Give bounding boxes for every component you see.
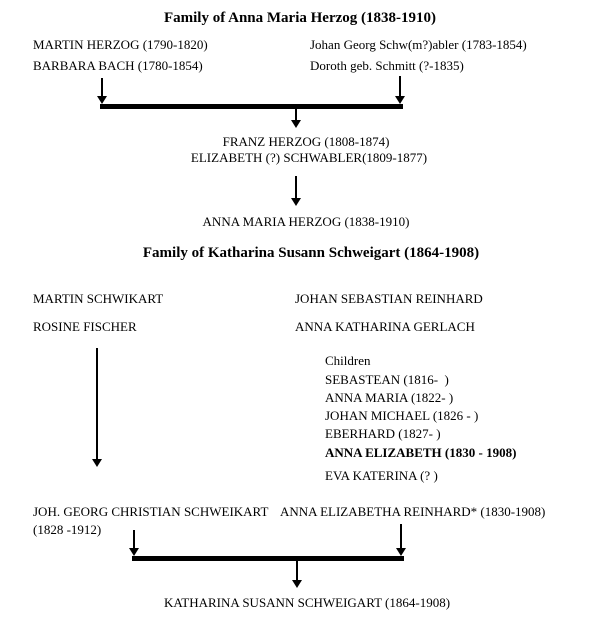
herzog-union-bar bbox=[100, 104, 403, 109]
katharina-descent-arrow bbox=[296, 560, 298, 580]
joh-georg-schweikart-name: JOH. GEORG CHRISTIAN SCHWEIKART bbox=[33, 504, 269, 519]
joh-georg-schweikart-dates: (1828 -1912) bbox=[33, 522, 102, 537]
herzog-descent-arrow bbox=[295, 107, 297, 120]
doroth-schmitt-name: Doroth geb. Schmitt (?-1835) bbox=[310, 58, 464, 73]
children-label: Children bbox=[325, 353, 371, 368]
child-johan-michael: JOHAN MICHAEL (1826 - ) bbox=[325, 408, 479, 423]
johan-sebastian-reinhard-name: JOHAN SEBASTIAN REINHARD bbox=[295, 291, 483, 306]
child-eberhard: EBERHARD (1827- ) bbox=[325, 426, 441, 441]
herzog-right-couple-arrow bbox=[399, 76, 401, 96]
barbara-bach-name: BARBARA BACH (1780-1854) bbox=[33, 58, 203, 73]
child-anna-elizabeth: ANNA ELIZABETH (1830 - 1908) bbox=[325, 445, 517, 460]
schwikart-descent-arrow bbox=[96, 348, 98, 459]
franz-herzog-name: FRANZ HERZOG (1808-1874) bbox=[222, 134, 390, 149]
anna-maria-herzog-name: ANNA MARIA HERZOG (1838-1910) bbox=[202, 214, 410, 229]
johan-georg-schwabler-name: Johan Georg Schw(m?)abler (1783-1854) bbox=[310, 37, 527, 52]
schweigart-family-title: Family of Katharina Susann Schweigart (1864-1908) bbox=[142, 245, 480, 261]
reinhard-couple-arrow bbox=[400, 524, 402, 548]
anna-elizabetha-reinhard-name: ANNA ELIZABETHA REINHARD* (1830-1908) bbox=[280, 504, 546, 519]
child-sebastean: SEBASTEAN (1816- ) bbox=[325, 372, 449, 387]
anna-maria-descent-arrow bbox=[295, 176, 297, 198]
herzog-left-couple-arrow bbox=[101, 78, 103, 96]
schweigart-union-bar bbox=[132, 556, 404, 561]
anna-katharina-gerlach-name: ANNA KATHARINA GERLACH bbox=[295, 319, 475, 334]
child-anna-maria: ANNA MARIA (1822- ) bbox=[325, 390, 454, 405]
schweikart-couple-arrow bbox=[133, 530, 135, 548]
katharina-schweigart-name: KATHARINA SUSANN SCHWEIGART (1864-1908) bbox=[163, 595, 451, 610]
rosine-fischer-name: ROSINE FISCHER bbox=[33, 319, 137, 334]
martin-schwikart-name: MARTIN SCHWIKART bbox=[33, 291, 164, 306]
child-eva-katerina: EVA KATERINA (? ) bbox=[325, 468, 438, 483]
elizabeth-schwabler-name: ELIZABETH (?) SCHWABLER(1809-1877) bbox=[190, 150, 428, 165]
herzog-family-title: Family of Anna Maria Herzog (1838-1910) bbox=[163, 10, 437, 26]
martin-herzog-name: MARTIN HERZOG (1790-1820) bbox=[33, 37, 208, 52]
